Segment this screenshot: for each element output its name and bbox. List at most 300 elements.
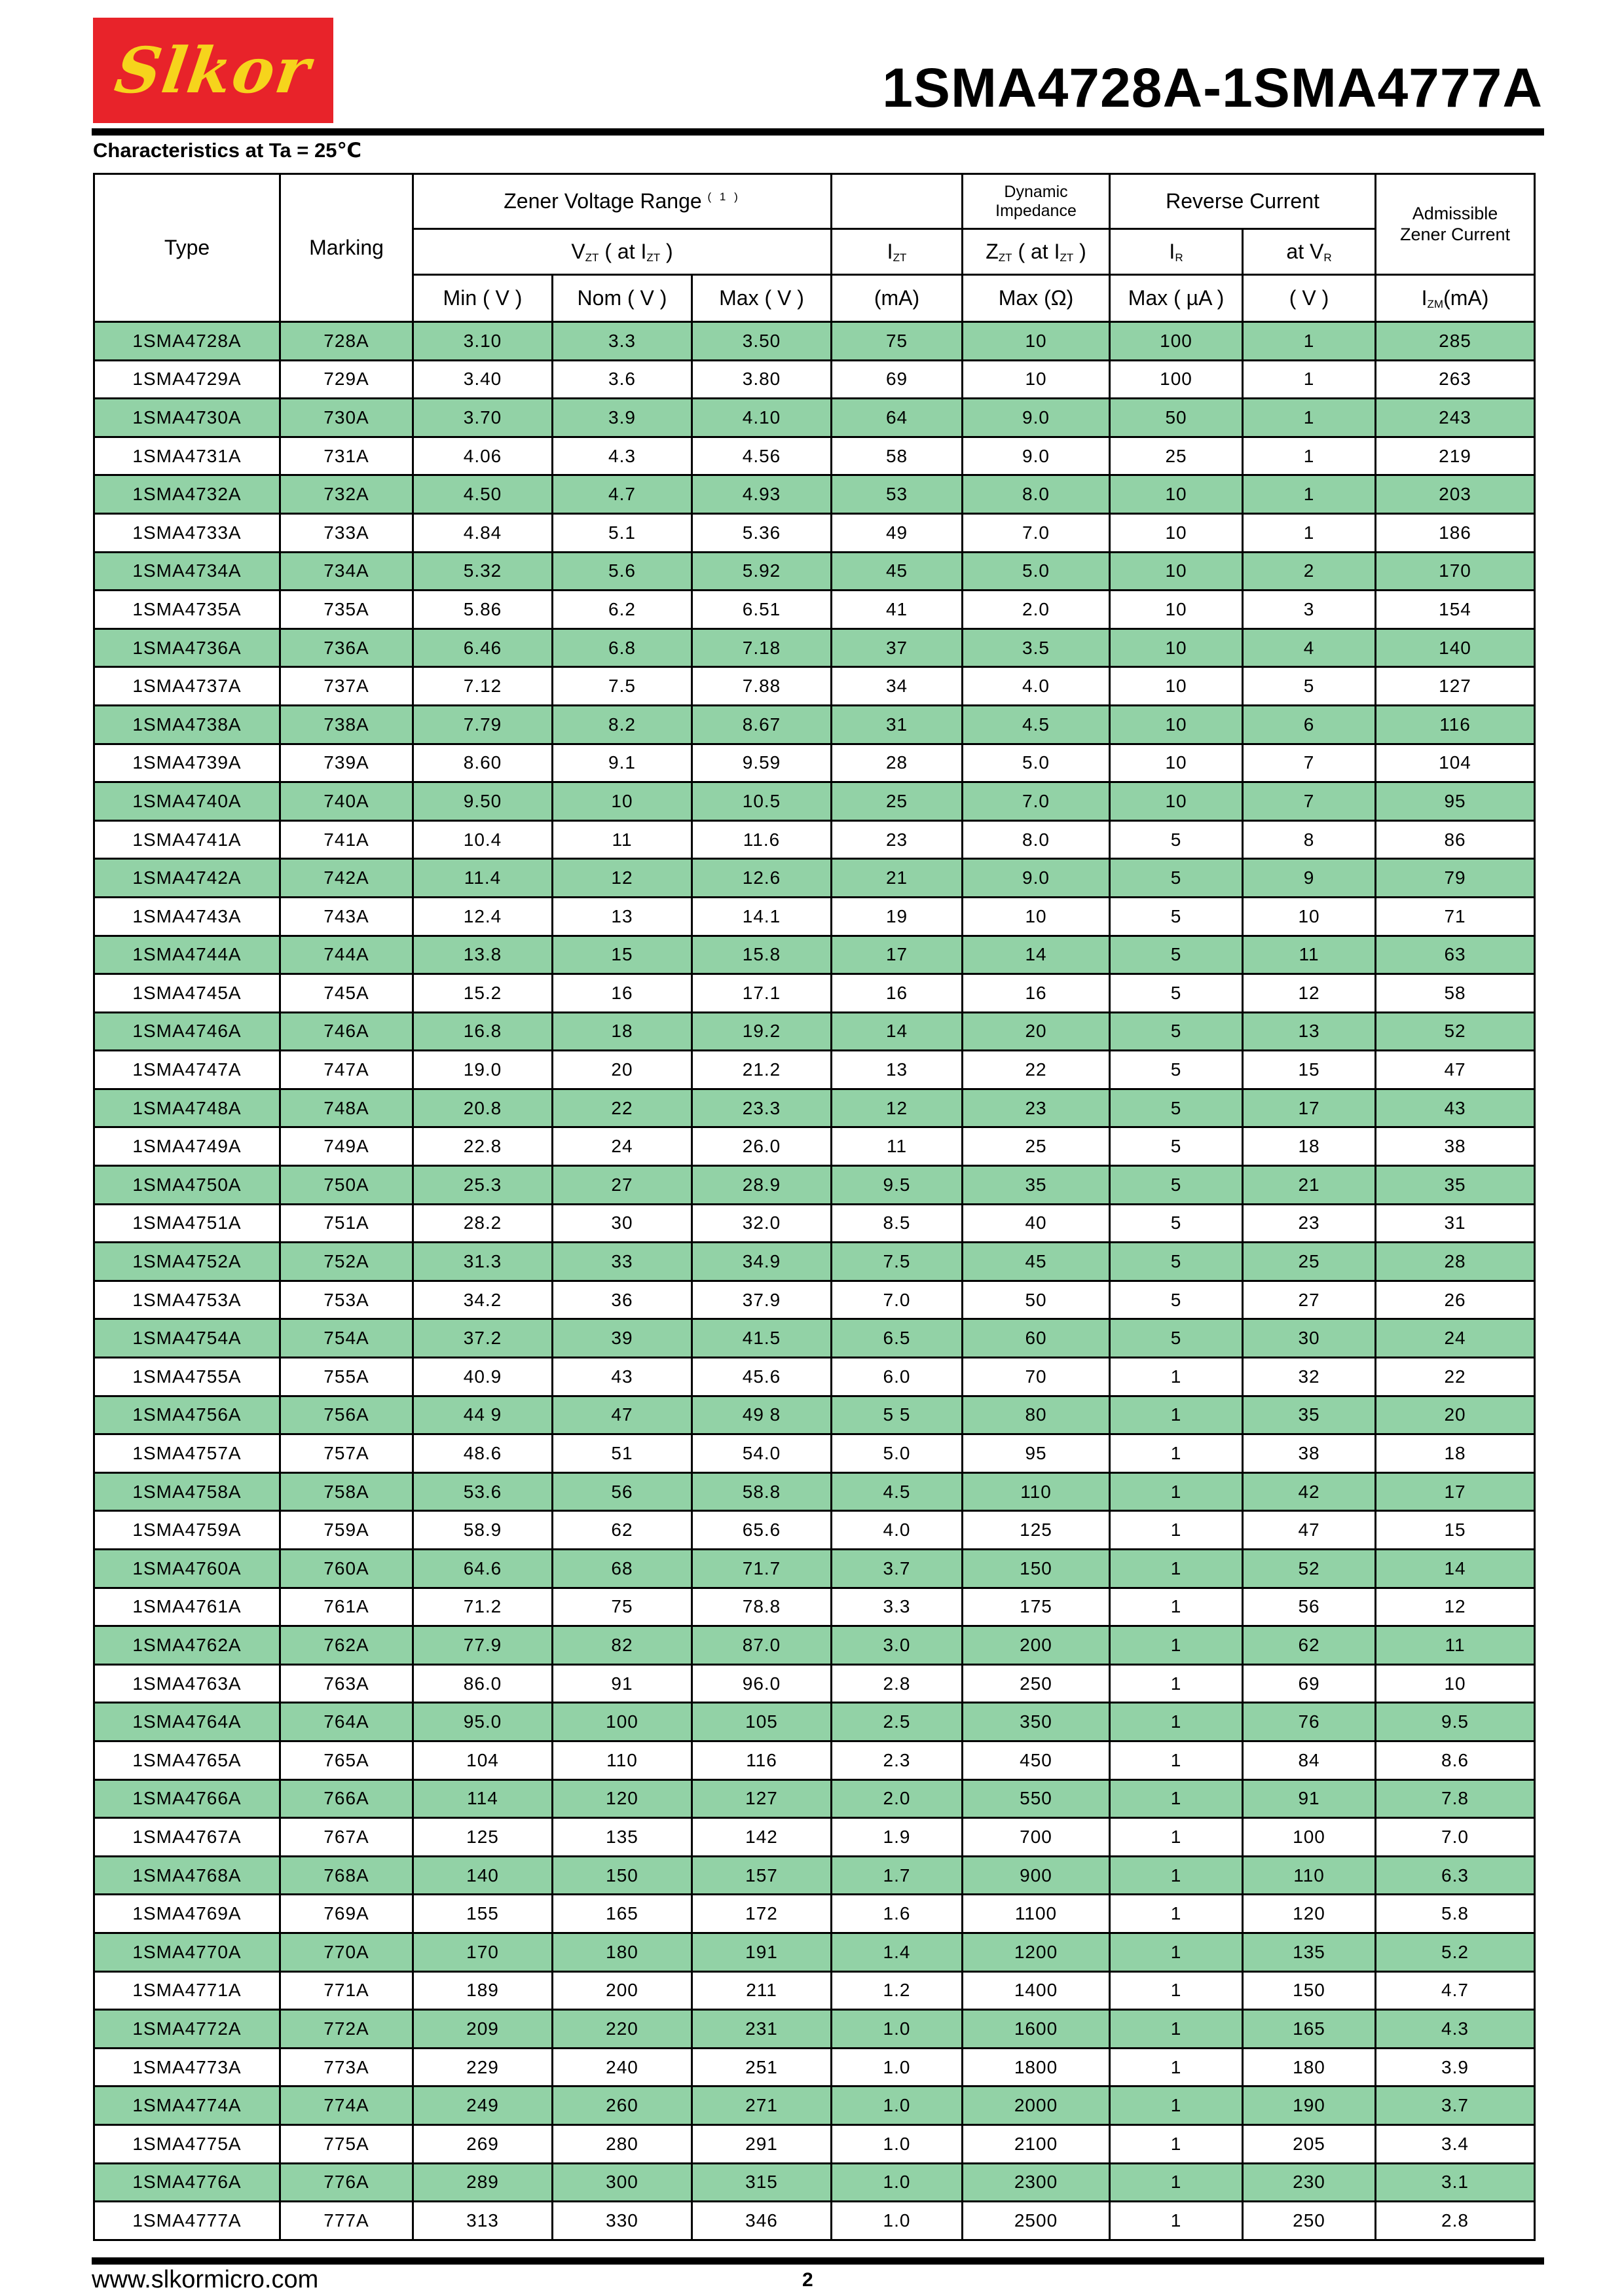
cell-zzt: 1600 (963, 2010, 1110, 2049)
cell-zzt: 1100 (963, 1895, 1110, 1933)
cell-ir: 5 (1110, 1089, 1243, 1127)
cell-izt: 1.0 (832, 2124, 963, 2163)
cell-marking: 776A (280, 2163, 413, 2202)
cell-vr: 56 (1243, 1588, 1376, 1626)
cell-vz-max: 54.0 (692, 1434, 832, 1473)
cell-vz-nom: 82 (553, 1626, 692, 1665)
cell-ir: 10 (1110, 667, 1243, 706)
cell-izt: 53 (832, 475, 963, 514)
table-row (94, 667, 1535, 706)
table-row (94, 897, 1535, 936)
zzt-unit-header: Max (Ω) (963, 275, 1110, 322)
cell-type: 1SMA4746A (94, 1012, 280, 1051)
cell-vz-nom: 68 (553, 1550, 692, 1588)
cell-zzt: 900 (963, 1856, 1110, 1895)
cell-vz-nom: 51 (553, 1434, 692, 1473)
cell-vz-min: 5.86 (413, 591, 553, 629)
cell-marking: 745A (280, 974, 413, 1013)
cell-izm: 43 (1376, 1089, 1535, 1127)
cell-vz-min: 95.0 (413, 1703, 553, 1741)
cell-izt: 25 (832, 782, 963, 821)
cell-vz-max: 9.59 (692, 744, 832, 782)
cell-ir: 1 (1110, 1511, 1243, 1550)
cell-vz-max: 78.8 (692, 1588, 832, 1626)
cell-izm: 35 (1376, 1166, 1535, 1205)
cell-izm: 170 (1376, 552, 1535, 591)
cell-izm: 47 (1376, 1051, 1535, 1089)
table-row (94, 2124, 1535, 2163)
cell-ir: 5 (1110, 974, 1243, 1013)
cell-zzt: 23 (963, 1089, 1110, 1127)
cell-vz-max: 34.9 (692, 1243, 832, 1281)
izm-unit-header: $I_{ZM}(mA)$ (1376, 275, 1535, 322)
cell-vz-max: 15.8 (692, 936, 832, 974)
cell-vz-nom: 300 (553, 2163, 692, 2202)
table-row (94, 936, 1535, 974)
cell-ir: 5 (1110, 1319, 1243, 1358)
cell-zzt: 2000 (963, 2086, 1110, 2125)
cell-vz-nom: 5.1 (553, 513, 692, 552)
cell-type: 1SMA4775A (94, 2124, 280, 2163)
cell-vr: 32 (1243, 1358, 1376, 1396)
cell-izt: 9.5 (832, 1166, 963, 1205)
cell-izt: 1.9 (832, 1818, 963, 1857)
cell-izt: 28 (832, 744, 963, 782)
cell-ir: 10 (1110, 513, 1243, 552)
table-row (94, 1741, 1535, 1779)
cell-vz-nom: 39 (553, 1319, 692, 1358)
cell-ir: 1 (1110, 2202, 1243, 2240)
cell-zzt: 2100 (963, 2124, 1110, 2163)
cell-type: 1SMA4734A (94, 552, 280, 591)
cell-vr: 38 (1243, 1434, 1376, 1473)
cell-ir: 1 (1110, 1396, 1243, 1434)
cell-marking: 768A (280, 1856, 413, 1895)
cell-vz-max: 45.6 (692, 1358, 832, 1396)
cell-izt: 12 (832, 1089, 963, 1127)
cell-zzt: 1400 (963, 1971, 1110, 2010)
cell-izt: 37 (832, 629, 963, 667)
cell-izt: 1.2 (832, 1971, 963, 2010)
cell-zzt: 60 (963, 1319, 1110, 1358)
cell-vz-nom: 9.1 (553, 744, 692, 782)
cell-ir: 1 (1110, 1933, 1243, 1971)
cell-vr: 165 (1243, 2010, 1376, 2049)
cell-izm: 28 (1376, 1243, 1535, 1281)
cell-ir: 5 (1110, 859, 1243, 898)
table-row (94, 1472, 1535, 1511)
cell-type: 1SMA4753A (94, 1281, 280, 1319)
table-row (94, 2163, 1535, 2202)
cell-vz-max: 19.2 (692, 1012, 832, 1051)
min-unit-header: Min ( V ) (413, 275, 553, 322)
table-row (94, 1779, 1535, 1818)
reverse-current-header: Reverse Current (1110, 174, 1376, 229)
cell-izm: 263 (1376, 360, 1535, 399)
cell-marking: 729A (280, 360, 413, 399)
cell-zzt: 10 (963, 322, 1110, 361)
cell-izt: 3.0 (832, 1626, 963, 1665)
cell-type: 1SMA4739A (94, 744, 280, 782)
table-row (94, 782, 1535, 821)
cell-izm: 22 (1376, 1358, 1535, 1396)
cell-vz-min: 20.8 (413, 1089, 553, 1127)
cell-ir: 1 (1110, 1550, 1243, 1588)
cell-zzt: 16 (963, 974, 1110, 1013)
cell-type: 1SMA4731A (94, 437, 280, 475)
cell-izt: 19 (832, 897, 963, 936)
cell-vr: 4 (1243, 629, 1376, 667)
cell-vz-min: 86.0 (413, 1664, 553, 1703)
cell-ir: 1 (1110, 2048, 1243, 2086)
cell-zzt: 200 (963, 1626, 1110, 1665)
cell-vr: 230 (1243, 2163, 1376, 2202)
cell-vz-max: 10.5 (692, 782, 832, 821)
cell-izm: 11 (1376, 1626, 1535, 1665)
cell-type: 1SMA4768A (94, 1856, 280, 1895)
cell-vz-min: 25.3 (413, 1166, 553, 1205)
cell-ir: 5 (1110, 1051, 1243, 1089)
cell-type: 1SMA4751A (94, 1204, 280, 1243)
cell-type: 1SMA4737A (94, 667, 280, 706)
cell-vz-min: 7.79 (413, 705, 553, 744)
cell-vz-min: 8.60 (413, 744, 553, 782)
cell-marking: 773A (280, 2048, 413, 2086)
cell-vr: 18 (1243, 1127, 1376, 1166)
cell-vz-max: 28.9 (692, 1166, 832, 1205)
cell-type: 1SMA4771A (94, 1971, 280, 2010)
cell-vz-min: 3.70 (413, 399, 553, 437)
cell-izm: 2.8 (1376, 2202, 1535, 2240)
cell-izt: 31 (832, 705, 963, 744)
cell-ir: 10 (1110, 591, 1243, 629)
cell-zzt: 45 (963, 1243, 1110, 1281)
cell-vz-min: 189 (413, 1971, 553, 2010)
cell-vz-nom: 7.5 (553, 667, 692, 706)
cell-zzt: 70 (963, 1358, 1110, 1396)
cell-izm: 14 (1376, 1550, 1535, 1588)
vr-unit-header: ( V ) (1243, 275, 1376, 322)
cell-vz-min: 209 (413, 2010, 553, 2049)
cell-vr: 25 (1243, 1243, 1376, 1281)
cell-ir: 1 (1110, 1664, 1243, 1703)
table-body (94, 322, 1535, 2240)
cell-type: 1SMA4752A (94, 1243, 280, 1281)
cell-zzt: 14 (963, 936, 1110, 974)
cell-ir: 1 (1110, 2163, 1243, 2202)
cell-vz-nom: 24 (553, 1127, 692, 1166)
cell-vz-nom: 6.2 (553, 591, 692, 629)
cell-izt: 6.0 (832, 1358, 963, 1396)
cell-vz-nom: 4.3 (553, 437, 692, 475)
cell-ir: 100 (1110, 322, 1243, 361)
cell-ir: 10 (1110, 705, 1243, 744)
cell-izm: 58 (1376, 974, 1535, 1013)
table-row (94, 1895, 1535, 1933)
cell-vr: 30 (1243, 1319, 1376, 1358)
table-row (94, 2202, 1535, 2240)
cell-zzt: 2.0 (963, 591, 1110, 629)
cell-type: 1SMA4776A (94, 2163, 280, 2202)
cell-type: 1SMA4730A (94, 399, 280, 437)
cell-izm: 8.6 (1376, 1741, 1535, 1779)
cell-vz-nom: 180 (553, 1933, 692, 1971)
cell-izm: 20 (1376, 1396, 1535, 1434)
cell-vz-nom: 56 (553, 1472, 692, 1511)
cell-vz-nom: 8.2 (553, 705, 692, 744)
cell-vz-nom: 33 (553, 1243, 692, 1281)
cell-vz-max: 127 (692, 1779, 832, 1818)
cell-vr: 8 (1243, 820, 1376, 859)
cell-izm: 3.1 (1376, 2163, 1535, 2202)
table-row (94, 399, 1535, 437)
table-row (94, 360, 1535, 399)
cell-vr: 120 (1243, 1895, 1376, 1933)
footnote-marker: ( 1 ) (707, 191, 741, 203)
cell-vz-max: 87.0 (692, 1626, 832, 1665)
cell-zzt: 4.0 (963, 667, 1110, 706)
cell-ir: 1 (1110, 1856, 1243, 1895)
cell-marking: 728A (280, 322, 413, 361)
cell-izm: 95 (1376, 782, 1535, 821)
cell-vr: 13 (1243, 1012, 1376, 1051)
cell-vr: 1 (1243, 513, 1376, 552)
cell-izt: 41 (832, 591, 963, 629)
cell-vz-nom: 3.6 (553, 360, 692, 399)
cell-izt: 14 (832, 1012, 963, 1051)
cell-vr: 17 (1243, 1089, 1376, 1127)
cell-zzt: 8.0 (963, 820, 1110, 859)
dynamic-impedance-header: Dynamic Impedance (963, 174, 1110, 229)
cell-vz-min: 11.4 (413, 859, 553, 898)
cell-vr: 23 (1243, 1204, 1376, 1243)
cell-vz-min: 3.40 (413, 360, 553, 399)
cell-zzt: 350 (963, 1703, 1110, 1741)
cell-vz-max: 37.9 (692, 1281, 832, 1319)
cell-izm: 186 (1376, 513, 1535, 552)
cell-vz-nom: 11 (553, 820, 692, 859)
cell-vz-nom: 100 (553, 1703, 692, 1741)
cell-vr: 47 (1243, 1511, 1376, 1550)
cell-vz-max: 12.6 (692, 859, 832, 898)
cell-vr: 62 (1243, 1626, 1376, 1665)
cell-marking: 774A (280, 2086, 413, 2125)
cell-ir: 5 (1110, 1204, 1243, 1243)
cell-marking: 772A (280, 2010, 413, 2049)
cell-vz-min: 12.4 (413, 897, 553, 936)
cell-izm: 3.9 (1376, 2048, 1535, 2086)
cell-vz-min: 37.2 (413, 1319, 553, 1358)
cell-izt: 21 (832, 859, 963, 898)
cell-vz-min: 16.8 (413, 1012, 553, 1051)
cell-type: 1SMA4742A (94, 859, 280, 898)
cell-vz-nom: 43 (553, 1358, 692, 1396)
cell-ir: 25 (1110, 437, 1243, 475)
cell-vz-min: 140 (413, 1856, 553, 1895)
cell-vz-min: 48.6 (413, 1434, 553, 1473)
cell-izm: 12 (1376, 1588, 1535, 1626)
cell-vz-min: 4.84 (413, 513, 553, 552)
cell-vr: 100 (1243, 1818, 1376, 1857)
cell-ir: 10 (1110, 552, 1243, 591)
cell-vz-max: 157 (692, 1856, 832, 1895)
cell-vz-nom: 27 (553, 1166, 692, 1205)
izt-header-blank (832, 174, 963, 229)
cell-izt: 8.5 (832, 1204, 963, 1243)
cell-vz-min: 155 (413, 1895, 553, 1933)
table-row (94, 513, 1535, 552)
cell-type: 1SMA4764A (94, 1703, 280, 1741)
table-header (94, 174, 1535, 322)
cell-zzt: 700 (963, 1818, 1110, 1857)
table-row (94, 2048, 1535, 2086)
cell-marking: 754A (280, 1319, 413, 1358)
cell-marking: 744A (280, 936, 413, 974)
table-row (94, 1012, 1535, 1051)
cell-marking: 757A (280, 1434, 413, 1473)
table-row (94, 1933, 1535, 1971)
cell-vr: 205 (1243, 2124, 1376, 2163)
cell-izm: 63 (1376, 936, 1535, 974)
cell-vz-min: 249 (413, 2086, 553, 2125)
cell-ir: 1 (1110, 1741, 1243, 1779)
cell-izt: 3.7 (832, 1550, 963, 1588)
cell-vz-min: 6.46 (413, 629, 553, 667)
cell-type: 1SMA4758A (94, 1472, 280, 1511)
table-row (94, 1856, 1535, 1895)
cell-vz-max: 291 (692, 2124, 832, 2163)
cell-type: 1SMA4777A (94, 2202, 280, 2240)
table-row (94, 1550, 1535, 1588)
cell-type: 1SMA4738A (94, 705, 280, 744)
cell-vz-nom: 135 (553, 1818, 692, 1857)
cell-marking: 735A (280, 591, 413, 629)
table-row (94, 1664, 1535, 1703)
cell-marking: 753A (280, 1281, 413, 1319)
cell-vr: 110 (1243, 1856, 1376, 1895)
cell-vz-max: 7.88 (692, 667, 832, 706)
cell-type: 1SMA4747A (94, 1051, 280, 1089)
cell-marking: 746A (280, 1012, 413, 1051)
cell-ir: 1 (1110, 1703, 1243, 1741)
cell-type: 1SMA4741A (94, 820, 280, 859)
cell-marking: 765A (280, 1741, 413, 1779)
cell-izm: 5.8 (1376, 1895, 1535, 1933)
cell-vz-max: 315 (692, 2163, 832, 2202)
cell-marking: 737A (280, 667, 413, 706)
cell-vr: 1 (1243, 322, 1376, 361)
cell-ir: 1 (1110, 1358, 1243, 1396)
cell-izt: 6.5 (832, 1319, 963, 1358)
cell-izt: 16 (832, 974, 963, 1013)
vr-header: at $V_R$ (1243, 229, 1376, 275)
cell-zzt: 7.0 (963, 782, 1110, 821)
col-marking-header: Marking (280, 174, 413, 322)
cell-vz-nom: 3.9 (553, 399, 692, 437)
cell-type: 1SMA4732A (94, 475, 280, 514)
cell-vr: 11 (1243, 936, 1376, 974)
cell-vz-nom: 12 (553, 859, 692, 898)
table-row (94, 1588, 1535, 1626)
cell-zzt: 25 (963, 1127, 1110, 1166)
cell-vz-max: 17.1 (692, 974, 832, 1013)
cell-type: 1SMA4749A (94, 1127, 280, 1166)
cell-type: 1SMA4729A (94, 360, 280, 399)
cell-ir: 50 (1110, 399, 1243, 437)
cell-vz-nom: 4.7 (553, 475, 692, 514)
cell-izt: 11 (832, 1127, 963, 1166)
cell-zzt: 550 (963, 1779, 1110, 1818)
cell-izm: 116 (1376, 705, 1535, 744)
cell-ir: 5 (1110, 1012, 1243, 1051)
cell-izt: 7.5 (832, 1243, 963, 1281)
cell-izm: 10 (1376, 1664, 1535, 1703)
cell-izt: 5.0 (832, 1434, 963, 1473)
characteristics-table (93, 173, 1536, 2241)
cell-vz-nom: 62 (553, 1511, 692, 1550)
cell-marking: 770A (280, 1933, 413, 1971)
cell-vz-max: 32.0 (692, 1204, 832, 1243)
cell-type: 1SMA4762A (94, 1626, 280, 1665)
cell-ir: 1 (1110, 1895, 1243, 1933)
cell-marking: 750A (280, 1166, 413, 1205)
cell-vz-max: 14.1 (692, 897, 832, 936)
cell-marking: 730A (280, 399, 413, 437)
cell-zzt: 50 (963, 1281, 1110, 1319)
cell-vz-nom: 240 (553, 2048, 692, 2086)
cell-vz-nom: 22 (553, 1089, 692, 1127)
cell-marking: 738A (280, 705, 413, 744)
cell-marking: 731A (280, 437, 413, 475)
cell-zzt: 150 (963, 1550, 1110, 1588)
cell-marking: 775A (280, 2124, 413, 2163)
cell-vz-nom: 75 (553, 1588, 692, 1626)
cell-ir: 10 (1110, 782, 1243, 821)
cell-vz-nom: 120 (553, 1779, 692, 1818)
cell-izm: 140 (1376, 629, 1535, 667)
table-row (94, 629, 1535, 667)
zzt-header: $Z_{ZT}$ ( at $I_{ZT}$ ) (963, 229, 1110, 275)
cell-vz-nom: 150 (553, 1856, 692, 1895)
cell-izm: 9.5 (1376, 1703, 1535, 1741)
cell-vz-max: 271 (692, 2086, 832, 2125)
cell-vr: 150 (1243, 1971, 1376, 2010)
cell-vz-max: 251 (692, 2048, 832, 2086)
cell-vr: 250 (1243, 2202, 1376, 2240)
table-row (94, 1243, 1535, 1281)
cell-vr: 6 (1243, 705, 1376, 744)
cell-vz-max: 96.0 (692, 1664, 832, 1703)
cell-vr: 42 (1243, 1472, 1376, 1511)
cell-vz-min: 3.10 (413, 322, 553, 361)
izt-unit-header: (mA) (832, 275, 963, 322)
cell-vz-nom: 15 (553, 936, 692, 974)
cell-vz-max: 4.10 (692, 399, 832, 437)
cell-type: 1SMA4773A (94, 2048, 280, 2086)
cell-vz-max: 231 (692, 2010, 832, 2049)
cell-type: 1SMA4750A (94, 1166, 280, 1205)
cell-vr: 7 (1243, 744, 1376, 782)
cell-izm: 71 (1376, 897, 1535, 936)
cell-vr: 12 (1243, 974, 1376, 1013)
table-row (94, 1358, 1535, 1396)
cell-izm: 243 (1376, 399, 1535, 437)
cell-vz-min: 170 (413, 1933, 553, 1971)
cell-vz-min: 58.9 (413, 1511, 553, 1550)
cell-vz-min: 19.0 (413, 1051, 553, 1089)
cell-vz-max: 105 (692, 1703, 832, 1741)
cell-vz-max: 346 (692, 2202, 832, 2240)
